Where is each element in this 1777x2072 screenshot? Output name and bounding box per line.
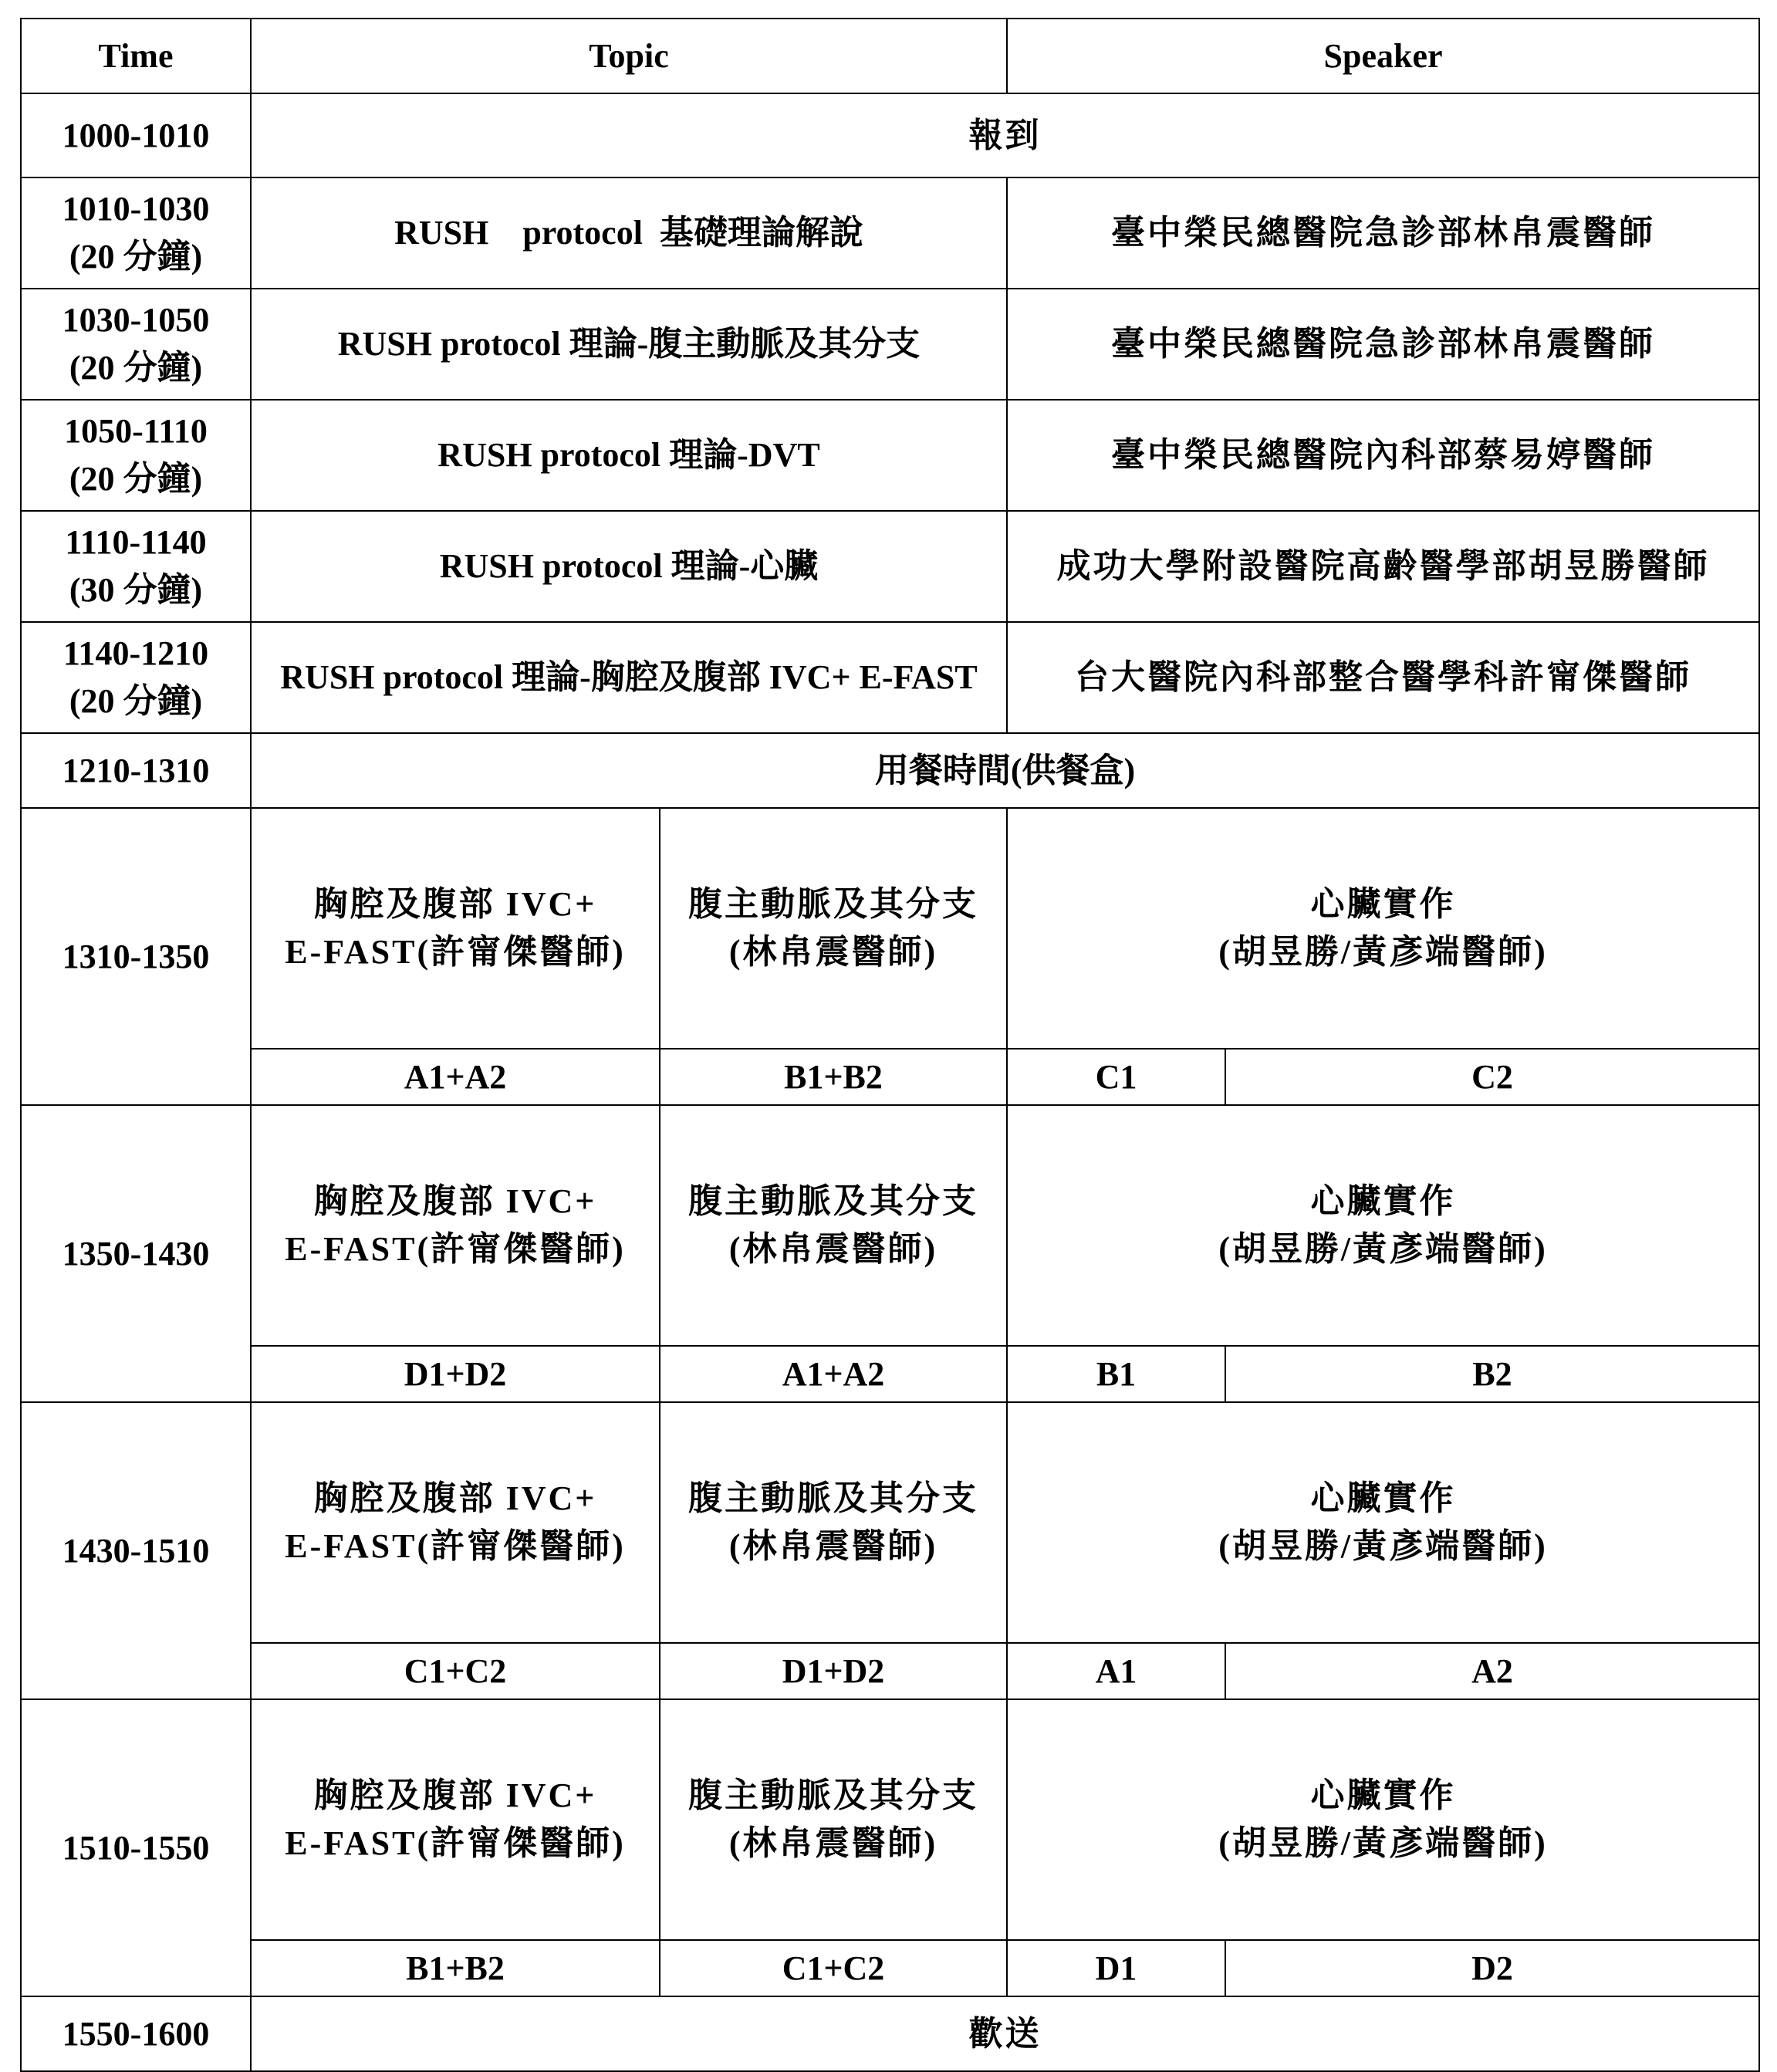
- group-cell: B1+B2: [251, 1940, 660, 1996]
- station-efast-line1: 胸腔及腹部 IVC+: [313, 1182, 597, 1220]
- farewell-cell: 歡送: [251, 1996, 1759, 2071]
- time-cell: [21, 622, 251, 733]
- speaker-cell: 台大醫院內科部整合醫學科許甯傑醫師: [1007, 622, 1759, 733]
- time-range: 1140-1210: [62, 634, 209, 672]
- station-efast-line1: 胸腔及腹部 IVC+: [313, 1479, 597, 1517]
- table-row: [21, 400, 1759, 511]
- group-cell: A2: [1225, 1643, 1759, 1699]
- group-cell: B1: [1007, 1346, 1225, 1402]
- group-cell: B1+B2: [660, 1049, 1007, 1105]
- speaker-cell: 臺中榮民總醫院內科部蔡易婷醫師: [1007, 400, 1759, 511]
- group-cell: D1+D2: [251, 1346, 660, 1402]
- time-cell: [21, 400, 251, 511]
- table-row: [21, 93, 1759, 177]
- station-efast-line2: E-FAST(許甯傑醫師): [285, 1230, 626, 1268]
- station-aorta: [660, 808, 1007, 1049]
- station-row: [21, 1402, 1759, 1643]
- station-heart-line2: (胡昱勝/黃彥端醫師): [1218, 933, 1548, 971]
- speaker-cell: 成功大學附設醫院高齡醫學部胡昱勝醫師: [1007, 511, 1759, 622]
- time-range: 1010-1030: [62, 190, 210, 228]
- station-row: [21, 1105, 1759, 1346]
- station-row: [21, 1699, 1759, 1940]
- station-heart-line1: 心臟實作: [1310, 885, 1456, 923]
- station-aorta-line1: 腹主動脈及其分支: [688, 1479, 978, 1517]
- time-cell: 1430-1510: [21, 1402, 251, 1699]
- header-time: Time: [21, 19, 251, 93]
- station-heart-line2: (胡昱勝/黃彥端醫師): [1218, 1230, 1548, 1268]
- group-cell: D1+D2: [660, 1643, 1007, 1699]
- station-efast: [251, 808, 660, 1049]
- table-row: [21, 177, 1759, 289]
- station-heart-line2: (胡昱勝/黃彥端醫師): [1218, 1824, 1548, 1862]
- group-cell: A1+A2: [660, 1346, 1007, 1402]
- station-aorta: [660, 1402, 1007, 1643]
- station-heart: [1007, 1699, 1759, 1940]
- station-row: [21, 808, 1759, 1049]
- group-cell: A1+A2: [251, 1049, 660, 1105]
- group-cell: D1: [1007, 1940, 1225, 1996]
- time-cell: [21, 511, 251, 622]
- time-range: 1050-1110: [64, 412, 208, 450]
- lunch-cell: 用餐時間(供餐盒): [251, 733, 1759, 808]
- time-cell: 1510-1550: [21, 1699, 251, 1996]
- time-cell: 1310-1350: [21, 808, 251, 1105]
- table-row: [21, 289, 1759, 400]
- station-heart-line1: 心臟實作: [1310, 1182, 1456, 1220]
- station-efast-line2: E-FAST(許甯傑醫師): [285, 1527, 626, 1565]
- topic-cell: RUSH protocol 基礎理論解說: [251, 177, 1007, 289]
- station-efast: [251, 1105, 660, 1346]
- header-speaker: Speaker: [1007, 19, 1759, 93]
- time-cell: 1210-1310: [21, 733, 251, 808]
- table-row: [21, 511, 1759, 622]
- station-aorta-line2: (林帛震醫師): [728, 1527, 938, 1565]
- time-cell: [21, 177, 251, 289]
- station-heart-line1: 心臟實作: [1310, 1776, 1456, 1814]
- station-efast: [251, 1699, 660, 1940]
- station-heart: [1007, 1402, 1759, 1643]
- header-topic: Topic: [251, 19, 1007, 93]
- station-efast-line2: E-FAST(許甯傑醫師): [285, 1824, 626, 1862]
- station-aorta-line2: (林帛震醫師): [728, 1230, 938, 1268]
- header-row: [21, 19, 1759, 93]
- group-cell: C1+C2: [251, 1643, 660, 1699]
- time-cell: 1550-1600: [21, 1996, 251, 2071]
- table-row: [21, 622, 1759, 733]
- duration: (20 分鐘): [69, 349, 203, 387]
- duration: (20 分鐘): [69, 682, 203, 720]
- topic-cell: RUSH protocol 理論-心臟: [251, 511, 1007, 622]
- station-aorta-line2: (林帛震醫師): [728, 1824, 938, 1862]
- station-heart: [1007, 808, 1759, 1049]
- time-cell: 1000-1010: [21, 93, 251, 177]
- time-range: 1030-1050: [62, 301, 210, 339]
- group-row: [21, 1643, 1759, 1699]
- station-aorta-line1: 腹主動脈及其分支: [688, 885, 978, 923]
- station-aorta-line1: 腹主動脈及其分支: [688, 1776, 978, 1814]
- duration: (20 分鐘): [69, 238, 203, 275]
- time-range: 1110-1140: [65, 523, 207, 561]
- station-heart-line2: (胡昱勝/黃彥端醫師): [1218, 1527, 1548, 1565]
- group-cell: C1+C2: [660, 1940, 1007, 1996]
- table-row: [21, 1996, 1759, 2071]
- station-efast-line2: E-FAST(許甯傑醫師): [285, 933, 626, 971]
- registration-cell: 報到: [251, 93, 1759, 177]
- speaker-cell: 臺中榮民總醫院急診部林帛震醫師: [1007, 177, 1759, 289]
- group-row: [21, 1940, 1759, 1996]
- station-aorta-line1: 腹主動脈及其分支: [688, 1182, 978, 1220]
- table-row: [21, 733, 1759, 808]
- speaker-cell: 臺中榮民總醫院急診部林帛震醫師: [1007, 289, 1759, 400]
- topic-cell: RUSH protocol 理論-腹主動脈及其分支: [251, 289, 1007, 400]
- station-aorta: [660, 1699, 1007, 1940]
- group-cell: D2: [1225, 1940, 1759, 1996]
- station-aorta-line2: (林帛震醫師): [728, 933, 938, 971]
- station-efast-line1: 胸腔及腹部 IVC+: [313, 885, 597, 923]
- group-cell: B2: [1225, 1346, 1759, 1402]
- group-cell: A1: [1007, 1643, 1225, 1699]
- group-row: [21, 1049, 1759, 1105]
- group-row: [21, 1346, 1759, 1402]
- group-cell: C1: [1007, 1049, 1225, 1105]
- duration: (30 分鐘): [69, 571, 203, 609]
- station-heart: [1007, 1105, 1759, 1346]
- station-heart-line1: 心臟實作: [1310, 1479, 1456, 1517]
- station-efast-line1: 胸腔及腹部 IVC+: [313, 1776, 597, 1814]
- topic-cell: RUSH protocol 理論-胸腔及腹部 IVC+ E-FAST: [251, 622, 1007, 733]
- station-aorta: [660, 1105, 1007, 1346]
- station-efast: [251, 1402, 660, 1643]
- time-cell: 1350-1430: [21, 1105, 251, 1402]
- group-cell: C2: [1225, 1049, 1759, 1105]
- duration: (20 分鐘): [69, 460, 203, 498]
- time-cell: [21, 289, 251, 400]
- schedule-table: [20, 18, 1760, 2072]
- topic-cell: RUSH protocol 理論-DVT: [251, 400, 1007, 511]
